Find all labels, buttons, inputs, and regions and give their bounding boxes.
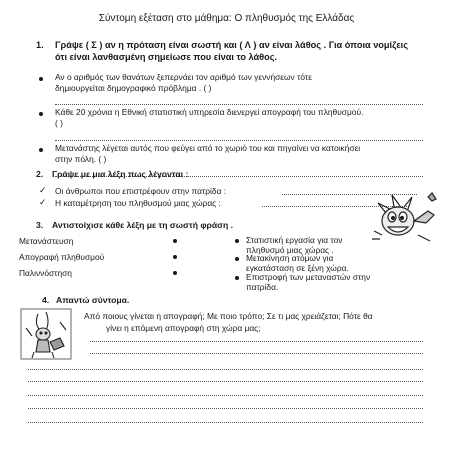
q1-item1-line2: δημιουργείται δημογραφικό πρόβλημα . ( ) xyxy=(55,83,212,93)
q3-right-3-line2: πατρίδα. xyxy=(246,282,279,292)
q3-left-3: Παλιννόστηση xyxy=(19,268,72,278)
q2-item2-check-icon: ✓ xyxy=(39,197,47,207)
q4-number: 4. xyxy=(42,295,50,305)
q3-right-2-line1: Μετακίνηση ατόμων για xyxy=(246,253,334,263)
q4-heading: Απαντώ σύντομα. xyxy=(56,295,130,305)
q3-left-1: Μετανάστευση xyxy=(19,236,74,246)
q4-answer-line-4[interactable] xyxy=(28,381,423,382)
bunny-cartoon-icon xyxy=(20,308,72,360)
q1-item3-bullet xyxy=(39,148,43,152)
q4-answer-line-3[interactable] xyxy=(28,369,423,370)
q2-number: 2. xyxy=(36,169,44,179)
q3-right-3-match-dot[interactable] xyxy=(235,276,239,280)
q1-item1-answer-line[interactable] xyxy=(55,104,423,105)
q3-left-3-match-dot[interactable] xyxy=(173,271,177,275)
q4-answer-line-5[interactable] xyxy=(28,395,423,396)
q3-right-1-line1: Στατιστική εργασία για τον xyxy=(246,235,343,245)
q1-item1-line1: Αν ο αριθμός των θανάτων ξεπερνάει τον αριθμό των γεννήσεων τότε xyxy=(55,72,312,82)
q2-item2-text: Η καταμέτρηση του πληθυσμού μιας χώρας : xyxy=(55,198,221,208)
q1-item2-answer-line[interactable] xyxy=(55,140,423,141)
q4-answer-line-6[interactable] xyxy=(28,408,423,409)
q1-instruction-line1: Γράψε ( Σ ) αν η πρόταση είναι σωστή και ( Λ ) αν είναι λάθος . Για όποια νομίζεις xyxy=(55,40,409,50)
q1-number: 1. xyxy=(36,40,44,50)
q1-item3-line1: Μετανάστης λέγεται αυτός που φεύγει από το χωριό του και πηγαίνει να κατοικήσει xyxy=(55,143,361,153)
q3-heading: Αντιστοίχισε κάθε λέξη με τη σωστή φράση . xyxy=(52,220,234,230)
q3-left-2: Απογραφή πληθυσμού xyxy=(19,252,105,262)
q1-item2-line1: Κάθε 20 χρόνια η Εθνική στατιστική υπηρεσία διενεργεί απογραφή του πληθυσμού. xyxy=(55,107,364,117)
q4-question-line1: Από ποιους γίνεται η απογραφή; Με ποιο τρόπο; Σε τι μας χρειάζεται; Πότε θα xyxy=(84,311,373,321)
q1-item2-line2: ( ) xyxy=(55,118,63,128)
q3-number: 3. xyxy=(36,220,44,230)
taz-cartoon-icon xyxy=(368,191,438,249)
q2-item1-text: Οι άνθρωποι που επιστρέφουν στην πατρίδα : xyxy=(55,186,227,196)
q3-right-1-match-dot[interactable] xyxy=(235,239,239,243)
q1-item2-bullet xyxy=(39,112,43,116)
q3-left-1-match-dot[interactable] xyxy=(173,239,177,243)
q2-item1-check-icon: ✓ xyxy=(39,185,47,195)
q1-instruction-line2: ότι είναι λανθασμένη σημείωσε που είναι το λάθος. xyxy=(55,52,278,62)
q3-right-2-match-dot[interactable] xyxy=(235,257,239,261)
page-title: Σύντομη εξέταση στο μάθημα: Ο πληθυσμός της Ελλάδας xyxy=(98,13,355,24)
q3-right-2-line2: εγκατάσταση σε ξένη χώρα. xyxy=(246,263,349,273)
q4-answer-line-1[interactable] xyxy=(90,341,423,342)
q3-right-3-line1: Επιστροφή των μεταναστών στην xyxy=(246,272,371,282)
q4-answer-line-7[interactable] xyxy=(28,422,423,423)
q3-right-1-line2: πληθυσμό μιας χώρας . xyxy=(246,245,334,255)
q4-answer-line-2[interactable] xyxy=(90,353,423,354)
q2-heading: Γράψε με μια λέξη πως λέγονται : xyxy=(52,169,189,179)
q1-item3-line2: στην πόλη. ( ) xyxy=(55,154,107,164)
q3-left-2-match-dot[interactable] xyxy=(173,255,177,259)
q4-question-line2: γίνει η επόμενη απογραφή στη χώρα μας; xyxy=(106,323,261,333)
q1-item1-bullet xyxy=(39,77,43,81)
